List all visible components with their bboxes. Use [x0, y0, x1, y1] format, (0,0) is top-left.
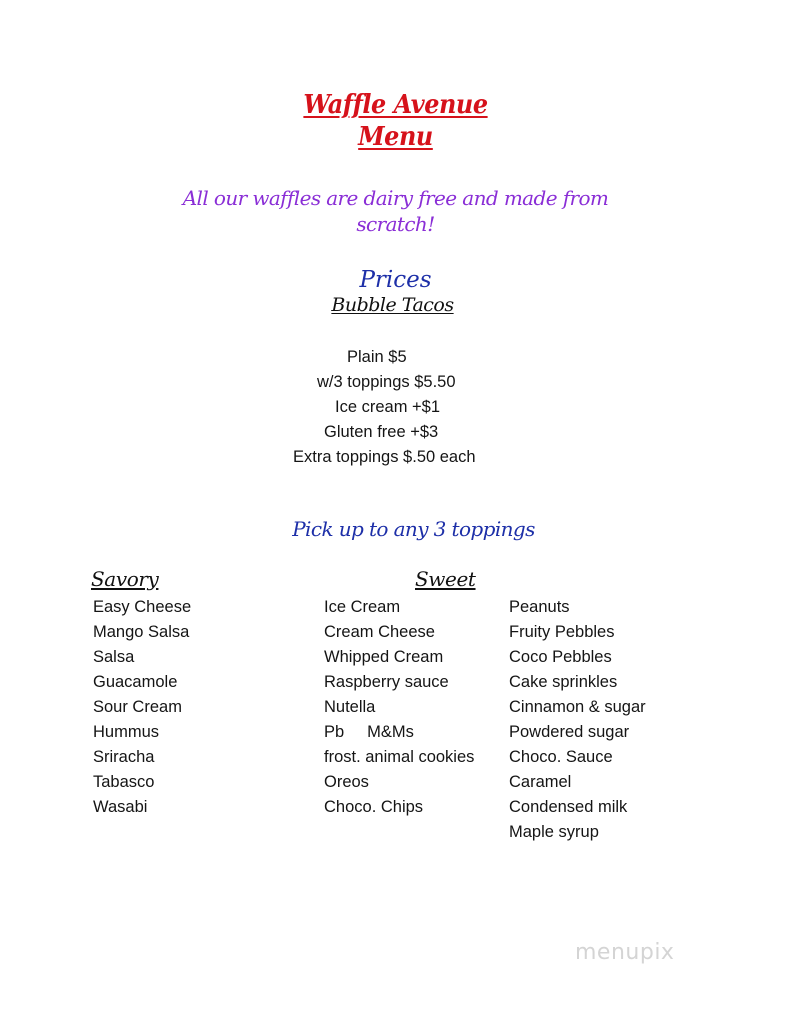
- price-line-gluten-free: Gluten free +$3: [324, 423, 439, 441]
- list-item: Condensed milk: [509, 798, 628, 816]
- list-item: Raspberry sauce: [324, 673, 449, 691]
- list-item: Ice Cream: [324, 598, 401, 616]
- list-item: frost. animal cookies: [324, 748, 475, 766]
- tagline: All our waffles are dairy free and made from: [182, 186, 609, 210]
- sweet-heading: Sweet: [415, 567, 476, 591]
- price-line-plain: Plain $5: [347, 348, 407, 366]
- list-item: Sour Cream: [93, 698, 182, 716]
- menu-title: Waffle Avenue: [303, 90, 488, 120]
- savory-heading: Savory: [91, 567, 159, 591]
- list-item: Oreos: [324, 773, 369, 791]
- menu-subtitle: Menu: [358, 122, 433, 152]
- list-item: Maple syrup: [509, 823, 599, 841]
- list-item: Caramel: [509, 773, 572, 791]
- toppings-heading: Pick up to any 3 toppings: [292, 517, 535, 541]
- list-item: Guacamole: [93, 673, 178, 691]
- bubble-tacos-heading: Bubble Tacos: [331, 294, 454, 316]
- list-item: Powdered sugar: [509, 723, 630, 741]
- list-item: Cinnamon & sugar: [509, 698, 646, 716]
- list-item: Peanuts: [509, 598, 570, 616]
- list-item: Easy Cheese: [93, 598, 192, 616]
- sweet-list-2: [509, 595, 646, 845]
- list-item: Mango Salsa: [93, 623, 190, 641]
- list-item: Hummus: [93, 723, 160, 741]
- sweet-list-1: [324, 595, 474, 820]
- watermark-logo: menupix: [575, 940, 675, 965]
- tagline-continued: scratch!: [356, 212, 435, 236]
- list-item: Choco. Chips: [324, 798, 424, 816]
- list-item: Choco. Sauce: [509, 748, 613, 766]
- price-line-toppings: w/3 toppings $5.50: [317, 373, 456, 391]
- list-item: Nutella: [324, 698, 376, 716]
- list-item: Fruity Pebbles: [509, 623, 615, 641]
- list-item: Coco Pebbles: [509, 648, 612, 666]
- list-item: Sriracha: [93, 748, 155, 766]
- prices-heading: Prices: [359, 267, 432, 293]
- list-item: Whipped Cream: [324, 648, 444, 666]
- list-item: Salsa: [93, 648, 135, 666]
- list-item: Cake sprinkles: [509, 673, 618, 691]
- list-item: Wasabi: [93, 798, 148, 816]
- list-item: Tabasco: [93, 773, 155, 791]
- price-line-ice-cream: Ice cream +$1: [335, 398, 441, 416]
- list-item: Pb M&Ms: [324, 723, 414, 741]
- price-line-extra-toppings: Extra toppings $.50 each: [293, 448, 476, 466]
- list-item: Cream Cheese: [324, 623, 435, 641]
- savory-list: [93, 595, 191, 820]
